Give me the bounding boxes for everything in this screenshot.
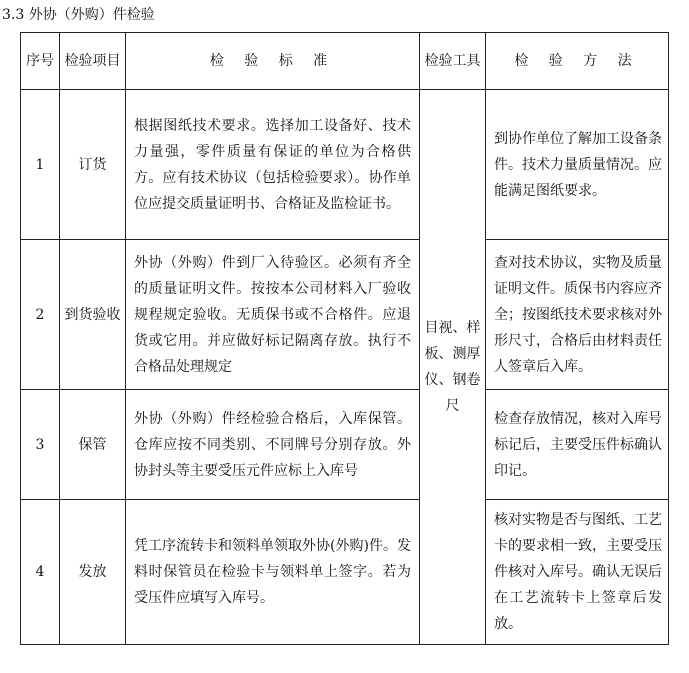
row-standard: 根据图纸技术要求。选择加工设备好、技术力量强，零件质量有保证的单位为合格供方。应有技术协议（包括检验要求）。协作单位应提交质量证明书、合格证及监检证书。: [126, 90, 420, 240]
row-method: 检查存放情况，核对入库号标记后，主要受压件标确认印记。: [486, 390, 669, 500]
table-row: [21, 500, 669, 645]
row-item: 订货: [60, 90, 126, 240]
table-row: [21, 240, 669, 390]
row-standard: 外协（外购）件到厂入待验区。必须有齐全的质量证明文件。按按本公司材料入厂验收规程规定验收。无质保书或不合格件。应退货或它用。并应做好标记隔离存放。执行不合格品处理规定: [126, 240, 420, 390]
header-tool: 检验工具: [420, 33, 486, 90]
row-seq: 3: [21, 390, 60, 500]
header-method: 检 验 方 法: [486, 33, 669, 90]
section-title: 3.3 外协（外购）件检验: [2, 7, 155, 23]
row-seq: 1: [21, 90, 60, 240]
row-standard: 外协（外购）件经检验合格后，入库保管。仓库应按不同类别、不同牌号分别存放。外协封头等主要受压元件应标上入库号: [126, 390, 420, 500]
row-method: 到协作单位了解加工设备条件。技术力量质量情况。应能满足图纸要求。: [486, 90, 669, 240]
row-standard: 凭工序流转卡和领料单领取外协(外购)件。发料时保管员在检验卡与领料单上签字。若为受压件应填写入库号。: [126, 500, 420, 645]
row-seq: 2: [21, 240, 60, 390]
inspection-table: [20, 32, 669, 645]
row-item: 到货验收: [60, 240, 126, 390]
tools-cell: 目视、样板、测厚仪、钢卷尺: [420, 90, 486, 645]
header-item: 检验项目: [60, 33, 126, 90]
row-method: 查对技术协议，实物及质量证明文件。质保书内容应齐全；按图纸技术要求核对外形尺寸，合格后由材料责任人签章后入库。: [486, 240, 669, 390]
header-standard: 检 验 标 准: [126, 33, 420, 90]
table-row: [21, 90, 669, 240]
row-item: 发放: [60, 500, 126, 645]
header-seq: 序号: [21, 33, 60, 90]
row-seq: 4: [21, 500, 60, 645]
row-item: 保管: [60, 390, 126, 500]
row-method: 核对实物是否与图纸、工艺卡的要求相一致，主要受压件核对入库号。确认无误后在工艺流转卡上签章后发放。: [486, 500, 669, 645]
table-row: [21, 390, 669, 500]
table-header-row: [21, 33, 669, 90]
